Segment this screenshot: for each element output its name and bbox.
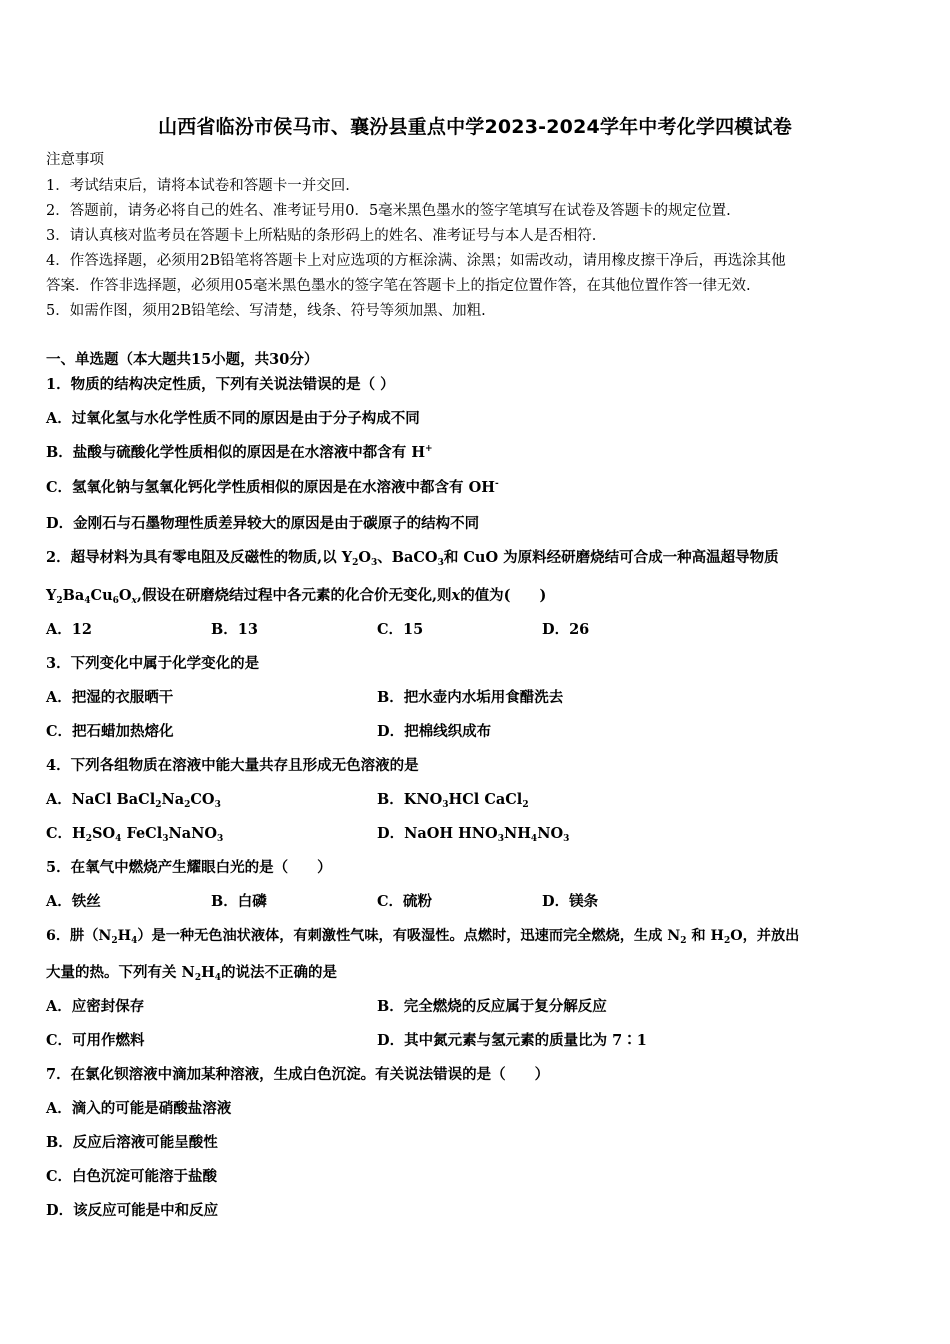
question-3-option-b: B．把水壶内水垢用食醋洗去	[377, 689, 564, 706]
question-6-option-b: B．完全燃烧的反应属于复分解反应	[377, 998, 607, 1015]
question-6-option-c: C．可用作燃料	[46, 1032, 145, 1049]
question-4-stem: 4．下列各组物质在溶液中能大量共存且形成无色溶液的是	[46, 757, 419, 774]
question-7-option-c: C．白色沉淀可能溶于盐酸	[46, 1168, 218, 1185]
question-1-option-b: B．盐酸与硫酸化学性质相似的原因是在水溶液中都含有 H+	[46, 444, 433, 461]
section-heading: 一、单选题（本大题共15小题，共30分）	[46, 351, 319, 368]
question-2-option-a: A．12	[46, 621, 92, 638]
notice-item: 1．考试结束后，请将本试卷和答题卡一并交回.	[46, 178, 350, 194]
question-2-option-d: D．26	[542, 621, 590, 638]
question-7-option-d: D．该反应可能是中和反应	[46, 1202, 219, 1219]
question-3-stem: 3．下列变化中属于化学变化的是	[46, 655, 260, 672]
question-7-stem: 7．在氯化钡溶液中滴加某种溶液，生成白色沉淀。有关说法错误的是（ ）	[46, 1066, 550, 1083]
question-4-option-b: B．$KNO_3HCl$ CaCl$_2$	[377, 791, 529, 810]
notice-item: 4．作答选择题，必须用2B铅笔将答题卡上对应选项的方框涂满、涂黑；如需改动，请用橡皮擦干净后，再选涂其他	[46, 253, 786, 269]
question-3-option-a: A．把湿的衣服晒干	[46, 689, 174, 706]
question-6-option-a: A．应密封保存	[46, 998, 145, 1015]
question-4-option-a: A．NaCl $BaCl_2Na_2CO_3$	[46, 791, 221, 810]
notice-item: 2．答题前，请务必将自己的姓名、准考证号用0．5毫米黑色墨水的签字笔填写在试卷及答题卡的规定位置.	[46, 203, 731, 219]
question-2-stem-cont: $Y_2Ba_4Cu_6O_x$,假设在研磨烧结过程中各元素的化合价无变化,则x的值为( )	[46, 587, 547, 606]
question-6-stem-cont: 大量的热。下列有关 $N_2H_4$的说法不正确的是	[46, 964, 338, 983]
question-3-option-d: D．把棉线织成布	[377, 723, 492, 740]
question-1-stem: 1．物质的结构决定性质，下列有关说法错误的是（ ）	[46, 376, 395, 393]
question-5-option-b: B．白磷	[211, 893, 267, 910]
question-2-option-c: C．15	[377, 621, 424, 638]
question-6-option-d: D．其中氮元素与氢元素的质量比为 7∶1	[377, 1032, 647, 1049]
question-5-option-d: D．镁条	[542, 893, 599, 910]
question-7-option-b: B．反应后溶液可能呈酸性	[46, 1134, 218, 1151]
question-1-option-a: A．过氧化氢与水化学性质不同的原因是由于分子构成不同	[46, 410, 420, 427]
notice-item: 5．如需作图，须用2B铅笔绘、写清楚，线条、符号等须加黑、加粗.	[46, 303, 486, 319]
question-1-option-d: D．金刚石与石墨物理性质差异较大的原因是由于碳原子的结构不同	[46, 515, 480, 532]
question-3-option-c: C．把石蜡加热熔化	[46, 723, 174, 740]
question-4-option-c: C．$H_2SO_4$ FeCl$_3$NaNO$_3$	[46, 825, 224, 844]
notice-item: 3．请认真核对监考员在答题卡上所粘贴的条形码上的姓名、准考证号与本人是否相符.	[46, 228, 597, 244]
question-2-option-b: B．13	[211, 621, 258, 638]
question-5-option-a: A．铁丝	[46, 893, 101, 910]
question-5-stem: 5．在氧气中燃烧产生耀眼白光的是（ ）	[46, 859, 332, 876]
notice-heading: 注意事项	[46, 152, 104, 168]
question-2-stem: 2．超导材料为具有零电阻及反磁性的物质,以 $Y_2O_3$、BaCO$_3$和 CuO 为原料经研磨烧结可合成一种高温超导物质	[46, 549, 779, 568]
question-4-option-d: D．NaOH $HNO_3NH_4NO_3$	[377, 825, 570, 844]
question-1-option-c: C．氢氧化钠与氢氧化钙化学性质相似的原因是在水溶液中都含有 OH-	[46, 479, 499, 496]
notice-item: 答案．作答非选择题，必须用05毫米黑色墨水的签字笔在答题卡上的指定位置作答，在其他位置作答一律无效.	[46, 278, 751, 294]
page-title: 山西省临汾市侯马市、襄汾县重点中学2023-2024学年中考化学四模试卷	[158, 116, 792, 138]
question-5-option-c: C．硫粉	[377, 893, 433, 910]
question-7-option-a: A．滴入的可能是硝酸盐溶液	[46, 1100, 232, 1117]
question-6-stem: 6．肼$(N_2H_4)$是一种无色油状液体，有刺激性气味，有吸湿性。点燃时，迅速而完全燃烧，生成 $N_2$ 和 $H_2O$，并放出	[46, 928, 800, 946]
